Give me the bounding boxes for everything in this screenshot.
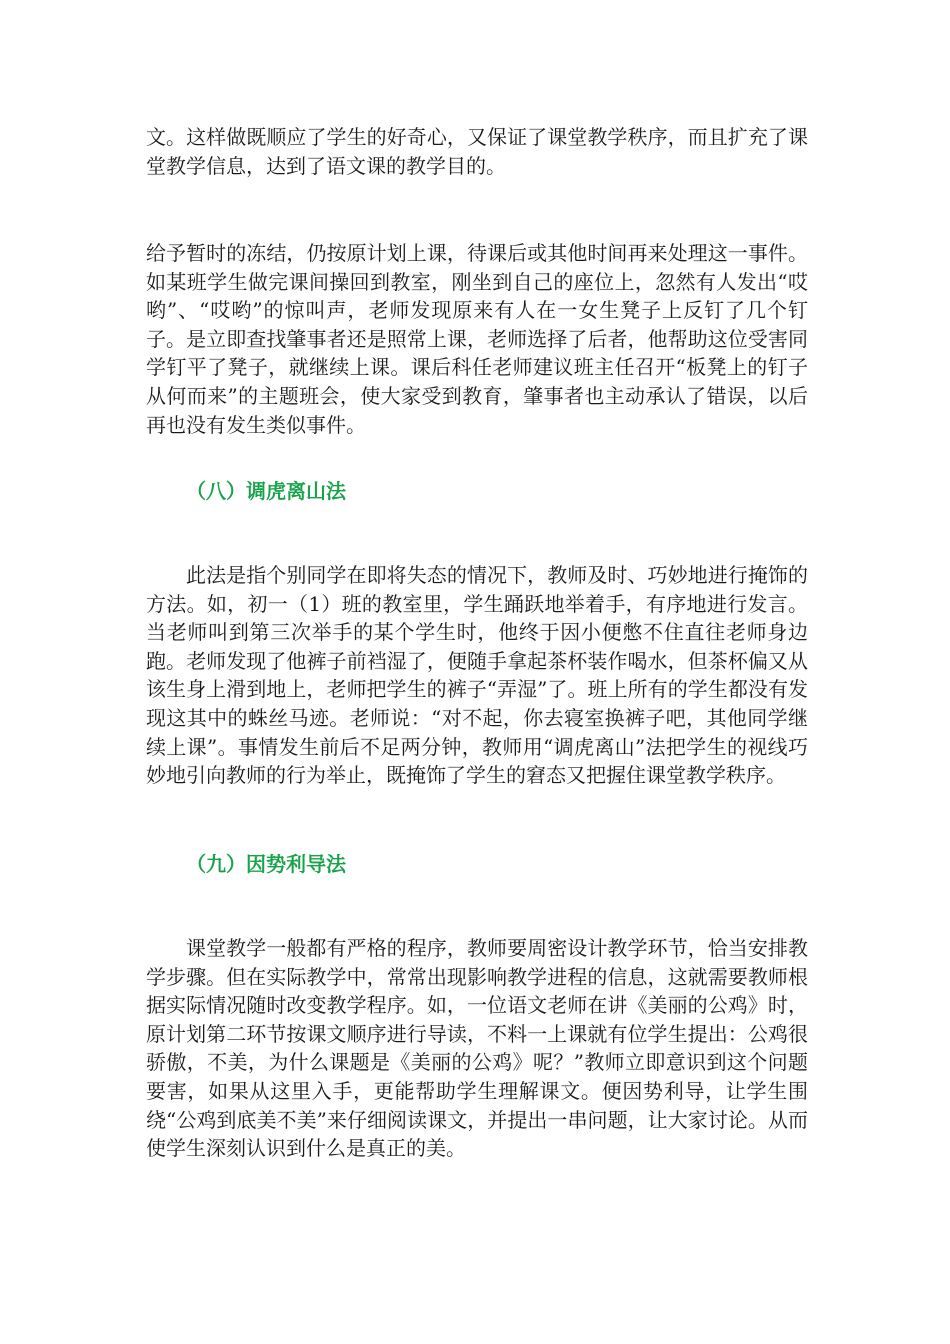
paragraph-continuation: 文。这样做既顺应了学生的好奇心，又保证了课堂教学秩序，而且扩充了课堂教学信息，达到了语文课的教学目的。 (146, 125, 808, 178)
paragraph-freeze-example: 给予暂时的冻结，仍按原计划上课，待课后或其他时间再来处理这一事件。如某班学生做完课间操回到教室，刚坐到自己的座位上，忽然有人发出“哎哟”、“哎哟”的惊叫声，老师发现原来有人在一女生凳子上反钉了几个钉子。是立即查找肇事者还是照常上课，老师选择了后者，他帮助这位受害同学钉平了凳子，就继续上课。课后科任老师建议班主任召开“板凳上的钉子从何而来”的主题班会，使大家受到教育，肇事者也主动承认了错误，以后再也没有发生类似事件。 (146, 241, 808, 437)
section-heading-8: （八）调虎离山法 (186, 479, 346, 503)
paragraph-section-8: 此法是指个别同学在即将失态的情况下，教师及时、巧妙地进行掩饰的方法。如，初一（1）班的教室里，学生踊跃地举着手，有序地进行发言。当老师叫到第三次举手的某个学生时，他终于因小便憋不住直往老师身边跑。老师发现了他裤子前裆湿了，便随手拿起茶杯装作喝水，但茶杯偏又从该生身上滑到地上，老师把学生的裤子“弄湿”了。班上所有的学生都没有发现这其中的蛛丝马迹。老师说：“对不起，你去寝室换裤子吧，其他同学继续上课”。事情发生前后不足两分钟，教师用“调虎离山”法把学生的视线巧妙地引向教师的行为举止，既掩饰了学生的窘态又把握住课堂教学秩序。 (146, 563, 808, 788)
paragraph-section-9: 课堂教学一般都有严格的程序，教师要周密设计教学环节，恰当安排教学步骤。但在实际教学中，常常出现影响教学进程的信息，这就需要教师根据实际情况随时改变教学程序。如，一位语文老师在讲《美丽的公鸡》时，原计划第二环节按课文顺序进行导读，不料一上课就有位学生提出：公鸡很骄傲，不美，为什么课题是《美丽的公鸡》呢？”教师立即意识到这个问题要害，如果从这里入手，更能帮助学生理解课文。便因势利导，让学生围绕“公鸡到底美不美”来仔细阅读课文，并提出一串问题，让大家讨论。从而使学生深刻认识到什么是真正的美。 (146, 936, 808, 1161)
section-heading-9: （九）因势利导法 (186, 852, 346, 876)
